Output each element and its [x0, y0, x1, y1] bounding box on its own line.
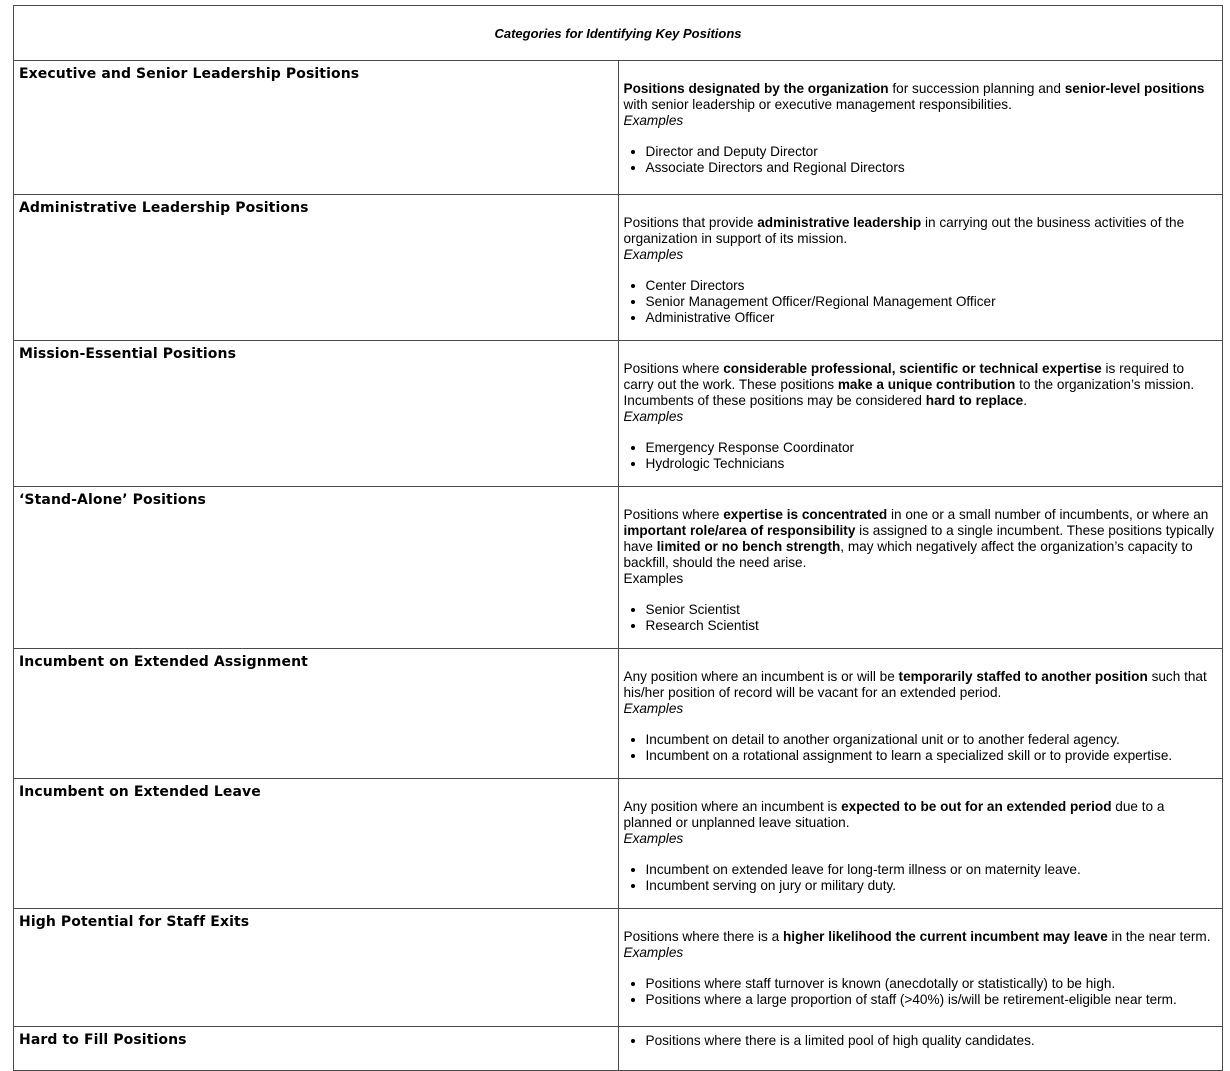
- description-text: .: [1023, 393, 1027, 408]
- category-row: [14, 649, 1223, 779]
- category-name: Administrative Leadership Positions: [14, 195, 619, 341]
- category-description: [624, 929, 1217, 945]
- description-text: , may which negatively affect the organization’s capacity to backfill, should the need arise.: [623, 539, 1193, 570]
- key-positions-table: [13, 5, 1223, 1071]
- examples-list: [624, 732, 1217, 764]
- description-text: with senior leadership or executive management responsibilities.: [623, 97, 1012, 112]
- category-details: [618, 779, 1223, 909]
- example-item: • Center Directors: [646, 278, 1217, 294]
- category-details: [618, 487, 1223, 649]
- category-row: [14, 779, 1223, 909]
- examples-label: Examples: [623, 701, 684, 716]
- examples-list: [624, 862, 1217, 894]
- example-item: • Positions where staff turnover is known (anecdotally or statistically) to be high.: [646, 976, 1217, 992]
- category-details: [618, 195, 1223, 341]
- description-text: for succession planning and: [888, 81, 1065, 96]
- example-item: • Incumbent on detail to another organizational unit or to another federal agency.: [646, 732, 1217, 748]
- category-row: [14, 1027, 1223, 1071]
- description-text: to the organization’s mission. Incumbents of these positions may be considered: [623, 377, 1195, 408]
- example-item: • Positions where there is a limited pool of high quality candidates.: [646, 1033, 1217, 1049]
- examples-label: Examples: [623, 831, 684, 846]
- examples-list: [624, 602, 1217, 634]
- description-emphasis: administrative leadership: [757, 215, 922, 230]
- description-emphasis: make a unique contribution: [837, 377, 1016, 392]
- example-item: • Incumbent on extended leave for long-term illness or on maternity leave.: [646, 862, 1217, 878]
- description-emphasis: considerable professional, scientific or technical expertise: [723, 361, 1102, 376]
- examples-list: [624, 440, 1217, 472]
- examples-list: [624, 976, 1217, 1008]
- category-description: [624, 361, 1217, 409]
- description-emphasis: important role/area of responsibility: [623, 523, 856, 538]
- category-details: [618, 909, 1223, 1027]
- examples-label: Examples: [623, 409, 684, 424]
- description-emphasis: Positions designated by the organization: [623, 81, 889, 96]
- description-text: Any position where an incumbent is: [623, 799, 842, 814]
- category-name: Incumbent on Extended Assignment: [14, 649, 619, 779]
- examples-label: Examples: [623, 945, 684, 960]
- example-item: • Incumbent serving on jury or military duty.: [646, 878, 1217, 894]
- category-name: Executive and Senior Leadership Positions: [14, 61, 619, 195]
- examples-list: [624, 278, 1217, 326]
- description-text: Any position where an incumbent is or will be: [623, 669, 899, 684]
- description-emphasis: expertise is concentrated: [723, 507, 888, 522]
- examples-list: [624, 1033, 1217, 1049]
- example-item: • Positions where a large proportion of staff (>40%) is/will be retirement-eligible near term.: [646, 992, 1217, 1008]
- example-item: • Administrative Officer: [646, 310, 1217, 326]
- category-name: Incumbent on Extended Leave: [14, 779, 619, 909]
- category-row: [14, 61, 1223, 195]
- table-body: [14, 61, 1223, 1071]
- examples-label: Examples: [623, 571, 684, 586]
- category-description: [624, 215, 1217, 247]
- category-name: Hard to Fill Positions: [14, 1027, 619, 1071]
- example-item: • Director and Deputy Director: [646, 144, 1217, 160]
- category-description: [624, 81, 1217, 113]
- examples-list: [624, 144, 1217, 176]
- category-row: [14, 909, 1223, 1027]
- category-details: [618, 649, 1223, 779]
- category-description: [624, 507, 1217, 571]
- category-details: [618, 1027, 1223, 1071]
- description-emphasis: temporarily staffed to another position: [898, 669, 1148, 684]
- example-item: • Emergency Response Coordinator: [646, 440, 1217, 456]
- category-details: [618, 341, 1223, 487]
- example-item: • Hydrologic Technicians: [646, 456, 1217, 472]
- description-emphasis: limited or no bench strength: [656, 539, 841, 554]
- examples-label: Examples: [623, 113, 684, 128]
- description-emphasis: higher likelihood the current incumbent may leave: [782, 929, 1108, 944]
- category-row: [14, 195, 1223, 341]
- table-title-row: [14, 6, 1223, 61]
- example-item: • Senior Scientist: [646, 602, 1217, 618]
- example-item: • Associate Directors and Regional Directors: [646, 160, 1217, 176]
- example-item: • Research Scientist: [646, 618, 1217, 634]
- description-text: such that his/her position of record will be vacant for an extended period.: [623, 669, 1207, 700]
- table-title: Categories for Identifying Key Positions: [14, 6, 1223, 61]
- description-text: is required to carry out the work. These positions: [623, 361, 1185, 392]
- example-item: • Incumbent on a rotational assignment to learn a specialized skill or to provide expertise.: [646, 748, 1217, 764]
- examples-label: Examples: [623, 247, 684, 262]
- description-text: in carrying out the business activities of the organization in support of its mission.: [623, 215, 1185, 246]
- description-emphasis: hard to replace: [925, 393, 1024, 408]
- description-text: Positions where there is a: [623, 929, 783, 944]
- category-description: [624, 669, 1217, 701]
- description-emphasis: senior-level positions: [1064, 81, 1205, 96]
- description-text: in one or a small number of incumbents, or where an: [887, 507, 1209, 522]
- category-row: [14, 341, 1223, 487]
- category-details: [618, 61, 1223, 195]
- description-text: Positions where: [623, 361, 724, 376]
- category-description: [624, 799, 1217, 831]
- description-text: due to a planned or unplanned leave situation.: [623, 799, 1165, 830]
- description-text: in the near term.: [1107, 929, 1211, 944]
- description-text: Positions that provide: [623, 215, 758, 230]
- category-name: Mission-Essential Positions: [14, 341, 619, 487]
- category-row: [14, 487, 1223, 649]
- category-name: High Potential for Staff Exits: [14, 909, 619, 1027]
- category-name: ‘Stand-Alone’ Positions: [14, 487, 619, 649]
- example-item: • Senior Management Officer/Regional Management Officer: [646, 294, 1217, 310]
- description-text: Positions where: [623, 507, 724, 522]
- description-text: is assigned to a single incumbent. These positions typically have: [623, 523, 1215, 554]
- description-emphasis: expected to be out for an extended period: [841, 799, 1112, 814]
